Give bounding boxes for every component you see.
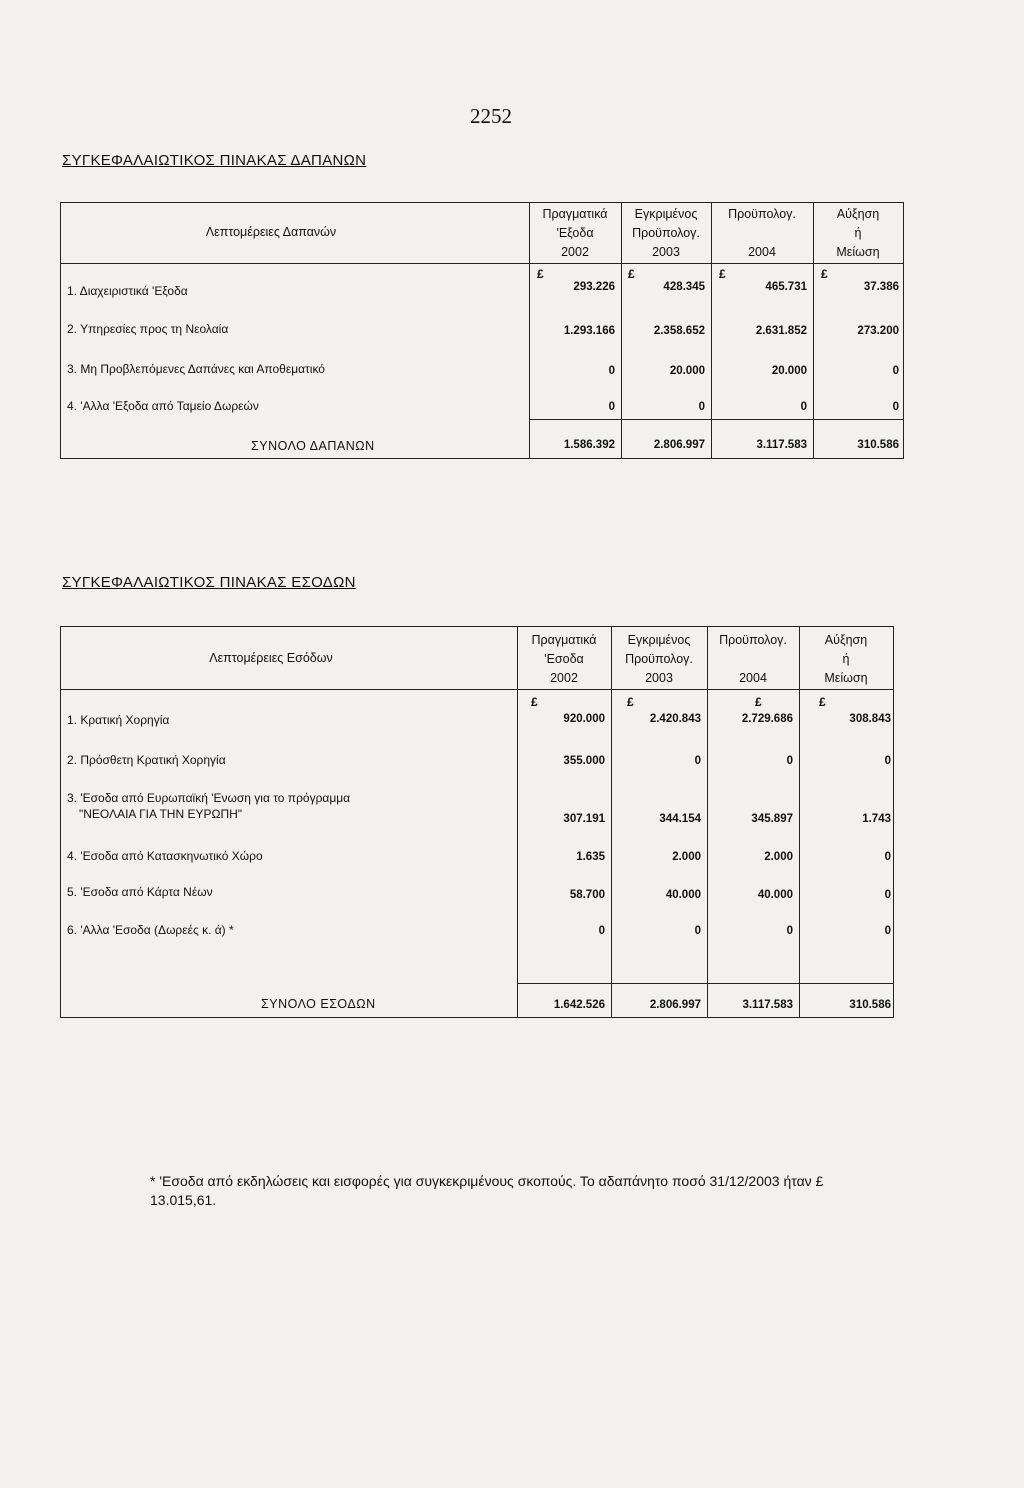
income-detail-header: Λεπτομέρειες Εσόδων xyxy=(209,651,333,665)
income-col-header: Πραγματικά 'Εσοδα 2002 xyxy=(531,633,597,685)
table-cell: 2.000 xyxy=(672,851,701,863)
table-cell: 428.345 xyxy=(663,281,705,293)
table-cell: 37.386 xyxy=(863,281,899,293)
table-cell: 0 xyxy=(884,889,891,901)
currency-symbol: £ xyxy=(531,695,538,709)
expenses-col-header: Αύξηση ή Μείωση xyxy=(836,207,880,259)
table-cell: 2.729.686 xyxy=(741,713,793,725)
income-col-header: Αύξηση ή Μείωση xyxy=(824,633,868,685)
table-cell: 3.117.583 xyxy=(756,439,807,451)
footnote: * 'Εσοδα από εκδηλώσεις και εισφορές για συγκεκριμένους σκοπούς. Το αδαπάνητο ποσό 31/12/2003 ήταν £ 13.015,61. xyxy=(150,1173,824,1208)
currency-symbol: £ xyxy=(627,695,634,709)
table-cell: 20.000 xyxy=(669,365,705,377)
table-cell: 2.420.843 xyxy=(649,713,701,725)
table-cell: 40.000 xyxy=(757,889,793,901)
table-cell: 0 xyxy=(800,401,807,413)
currency-symbol: £ xyxy=(821,267,828,281)
table-cell: 355.000 xyxy=(563,755,605,767)
currency-symbol: £ xyxy=(719,267,726,281)
expenses-title: ΣΥΓΚΕΦΑΛΑΙΩΤΙΚΟΣ ΠΙΝΑΚΑΣ ΔΑΠΑΝΩΝ xyxy=(62,152,367,169)
table-cell: 0 xyxy=(698,401,705,413)
table-cell: 1.642.526 xyxy=(553,999,605,1011)
table-cell: 2.806.997 xyxy=(649,999,701,1011)
table-cell: 310.586 xyxy=(857,439,899,451)
table-cell: 344.154 xyxy=(659,813,701,825)
table-cell: 0 xyxy=(892,365,899,377)
table-cell: 0 xyxy=(608,365,615,377)
table-row-label: 4. 'Εσοδα από Κατασκηνωτικό Χώρο xyxy=(67,849,263,863)
table-cell: 0 xyxy=(608,401,615,413)
table-cell: 273.200 xyxy=(857,325,899,337)
table-cell: 40.000 xyxy=(665,889,701,901)
income-total-label: ΣΥΝΟΛΟ ΕΣΟΔΩΝ xyxy=(261,997,376,1011)
table-row-label: 2. Υπηρεσίες προς τη Νεολαία xyxy=(67,322,229,336)
table-cell: 0 xyxy=(892,401,899,413)
table-cell: 1.635 xyxy=(576,851,605,863)
table-row-label: 2. Πρόσθετη Κρατική Χορηγία xyxy=(67,753,226,767)
table-row-label: 3. 'Εσοδα από Ευρωπαϊκή 'Ενωση για το πρόγραμμα xyxy=(67,791,351,805)
table-cell: 0 xyxy=(786,755,793,767)
table-cell: 920.000 xyxy=(563,713,605,725)
table-row-label: 4. 'Αλλα 'Εξοδα από Ταμείο Δωρεών xyxy=(67,399,259,413)
page-number: 2252 xyxy=(470,104,512,128)
table-cell: 308.843 xyxy=(849,713,891,725)
table-cell: 58.700 xyxy=(569,889,605,901)
table-cell: 3.117.583 xyxy=(742,999,793,1011)
table-cell: 307.191 xyxy=(563,813,605,825)
currency-symbol: £ xyxy=(537,267,544,281)
table-cell: 0 xyxy=(598,925,605,937)
table-cell: 310.586 xyxy=(849,999,891,1011)
table-cell: 0 xyxy=(884,925,891,937)
expenses-col-header: Πραγματικά 'Εξοδα 2002 xyxy=(542,207,608,259)
expenses-table xyxy=(60,202,904,459)
table-cell: 1.586.392 xyxy=(563,439,615,451)
table-row-label: 5. 'Εσοδα από Κάρτα Νέων xyxy=(67,885,213,899)
table-row-label: "ΝΕΟΛΑΙΑ ΓΙΑ ΤΗΝ ΕΥΡΩΠΗ" xyxy=(79,807,243,821)
expenses-total-label: ΣΥΝΟΛΟ ΔΑΠΑΝΩΝ xyxy=(251,439,375,453)
currency-symbol: £ xyxy=(755,695,762,709)
table-row-label: 1. Κρατική Χορηγία xyxy=(67,713,170,727)
table-cell: 2.806.997 xyxy=(653,439,705,451)
table-row-label: 3. Μη Προβλεπόμενες Δαπάνες και Αποθεματικό xyxy=(67,362,325,376)
table-cell: 2.358.652 xyxy=(653,325,705,337)
table-cell: 0 xyxy=(786,925,793,937)
table-row-label: 1. Διαχειριστικά 'Εξοδα xyxy=(67,284,188,298)
table-cell: 20.000 xyxy=(771,365,807,377)
income-col-header: Προϋπολογ. 2004 xyxy=(719,633,787,685)
income-col-header: Εγκριμένος Προϋπολογ. 2003 xyxy=(625,633,693,685)
table-row-label: 6. 'Αλλα 'Εσοδα (Δωρεές κ. ά) * xyxy=(67,923,234,937)
expenses-col-header: Προϋπολογ. 2004 xyxy=(728,207,796,259)
expenses-detail-header: Λεπτομέρειες Δαπανών xyxy=(205,225,337,239)
table-cell: 0 xyxy=(884,851,891,863)
expenses-col-header: Εγκριμένος Προϋπολογ. 2003 xyxy=(632,207,700,259)
table-cell: 2.631.852 xyxy=(755,325,807,337)
table-cell: 293.226 xyxy=(573,281,615,293)
table-cell: 2.000 xyxy=(764,851,793,863)
table-cell: 0 xyxy=(694,925,701,937)
table-cell: 1.743 xyxy=(862,813,891,825)
income-title: ΣΥΓΚΕΦΑΛΑΙΩΤΙΚΟΣ ΠΙΝΑΚΑΣ ΕΣΟΔΩΝ xyxy=(62,574,356,591)
table-cell: 0 xyxy=(694,755,701,767)
currency-symbol: £ xyxy=(819,695,826,709)
currency-symbol: £ xyxy=(628,267,635,281)
table-cell: 1.293.166 xyxy=(563,325,615,337)
table-cell: 465.731 xyxy=(765,281,807,293)
income-table xyxy=(60,626,894,1018)
table-cell: 345.897 xyxy=(751,813,793,825)
table-cell: 0 xyxy=(884,755,891,767)
